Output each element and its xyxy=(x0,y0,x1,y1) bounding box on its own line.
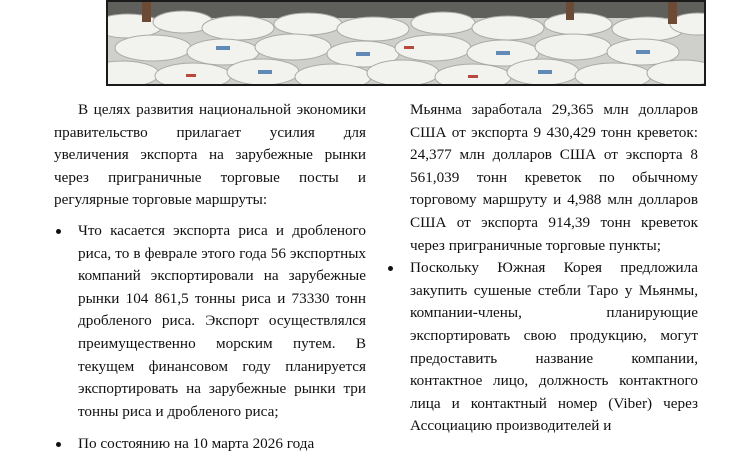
right-column xyxy=(386,99,698,448)
list-item xyxy=(54,433,366,456)
bullet-icon xyxy=(56,442,61,447)
right-bullet-list xyxy=(386,257,698,438)
rice-sacks-illustration xyxy=(108,2,704,84)
bullet-icon xyxy=(388,266,393,271)
list-item-text: Поскольку Южная Корея предложила закупить сушеные стебли Таро у Мьянмы, компании-члены, планирующие экспортировать свою продукцию, могут предоставить название компании, контактное лицо, должность контактного лица и контактный номер (Viber) через Ассоциацию производителей и xyxy=(410,259,698,435)
bullet-icon xyxy=(56,229,61,234)
rice-sacks-photo xyxy=(106,0,706,86)
left-column xyxy=(54,99,366,466)
list-item-text: По состоянию на 10 марта 2026 года xyxy=(78,435,315,453)
continuation-paragraph: Мьянма заработала 29,365 млн долларов США от экспорта 9 430,429 тонн креветок: 24,377 млн долларов США от экспорта 8 561,039 тонн креветок по обычному торговому маршруту и 4,988 млн долларов США от экспорта 914,39 тонн креветок через приграничные торговые пункты; xyxy=(410,101,698,254)
list-item-text: Что касается экспорта риса и дробленого риса, то в феврале этого года 56 экспортных компаний экспортировали на зарубежные рынки 104 861,5 тонны риса и 73330 тонн дробленого риса. Экспорт осуществлялся преимущественно морским путем. В текущем финансовом году планируется экспортировать на зарубежные рынки три тонны риса и дробленого риса; xyxy=(78,221,366,420)
left-bullet-list xyxy=(54,220,366,456)
intro-paragraph: В целях развития национальной экономики правительство прилагает усилия для увеличения экспорта на зарубежные рынки через приграничные торговые посты и регулярные торговые маршруты: xyxy=(54,101,366,209)
list-item xyxy=(386,257,698,438)
list-item xyxy=(54,220,366,423)
